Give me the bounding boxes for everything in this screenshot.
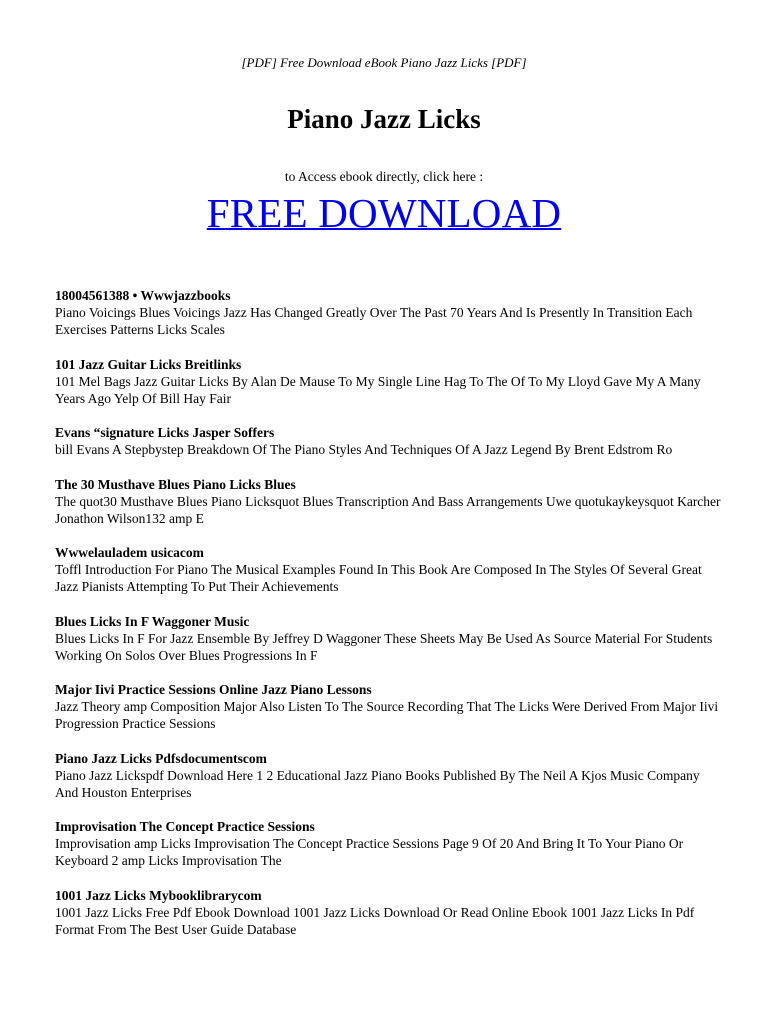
download-link-wrapper [0,189,768,237]
page-title: Piano Jazz Licks [287,104,481,134]
entry-description: 1001 Jazz Licks Free Pdf Ebook Download 1001 Jazz Licks Download Or Read Online Ebook 1001 Jazz Licks In Pdf Format From The Best User Guide Database [55,904,695,937]
entry-description: Piano Voicings Blues Voicings Jazz Has Changed Greatly Over The Past 70 Years And Is Presently In Transition Each Exercises Patterns Licks Scales [55,305,693,337]
access-text: to Access ebook directly, click here : [284,169,484,184]
entry-title: The 30 Musthave Blues Piano Licks Blues [55,476,296,492]
entry-title: Blues Licks In F Waggoner Music [55,613,250,629]
list-item [55,356,725,407]
list-item [55,887,725,938]
header-line: [PDF] Free Download eBook Piano Jazz Licks [PDF] [241,55,527,70]
list-item [55,613,725,664]
entry-title: Piano Jazz Licks Pdfsdocumentscom [55,750,267,766]
entry-description: Improvisation amp Licks Improvisation The Concept Practice Sessions Page 9 Of 20 And Bring It To Your Piano Or Keyboard 2 amp Licks Improvisation The [55,836,684,868]
entry-description: Toffl Introduction For Piano The Musical Examples Found In This Book Are Composed In The Styles Of Several Great Jazz Pianists Attempting To Put Their Achievements [55,562,702,594]
entry-title: 18004561388 • Wwwjazzbooks [55,288,231,303]
list-item [55,681,725,732]
entry-title: Wwwelauladem usicacom [55,545,204,560]
entry-title: Major Iivi Practice Sessions Online Jazz Piano Lessons [55,682,372,697]
entry-description: Piano Jazz Lickspdf Download Here 1 2 Educational Jazz Piano Books Published By The Neil A Kjos Music Company And Houston Enterprises [55,767,700,800]
entry-description: Jazz Theory amp Composition Major Also Listen To The Source Recording That The Licks Were Derived From Major Iivi Progression Practice Sessions [55,699,719,731]
list-item [55,818,725,869]
entry-description: Blues Licks In F For Jazz Ensemble By Jeffrey D Waggoner These Sheets May Be Used As Source Material For Students Working On Solos Over Blues Progressions In F [55,630,713,663]
list-item [55,476,725,527]
entry-description: The quot30 Musthave Blues Piano Licksquot Blues Transcription And Bass Arrangements Uwe quotukaykeysquot Karcher Jonathon Wilson132 amp E [55,493,721,526]
list-item [55,750,725,801]
entry-title: Evans “signature Licks Jasper Soffers [55,425,275,440]
list-item [55,287,725,338]
entry-title: Improvisation The Concept Practice Sessions [55,819,315,834]
free-download-link[interactable]: FREE DOWNLOAD [206,190,562,236]
entry-title: 1001 Jazz Licks Mybooklibrarycom [55,887,262,903]
entry-description: 101 Mel Bags Jazz Guitar Licks By Alan De Mause To My Single Line Hag To The Of To My Lloyd Gave My A Many Years Ago Yelp Of Bill Hay Fair [55,373,701,406]
list-item [55,544,725,595]
entry-list [55,287,725,955]
entry-description: bill Evans A Stepbystep Breakdown Of The Piano Styles And Techniques Of A Jazz Legend By Brent Edstrom Ro [55,442,673,457]
list-item [55,424,725,458]
entry-title: 101 Jazz Guitar Licks Breitlinks [55,356,242,372]
